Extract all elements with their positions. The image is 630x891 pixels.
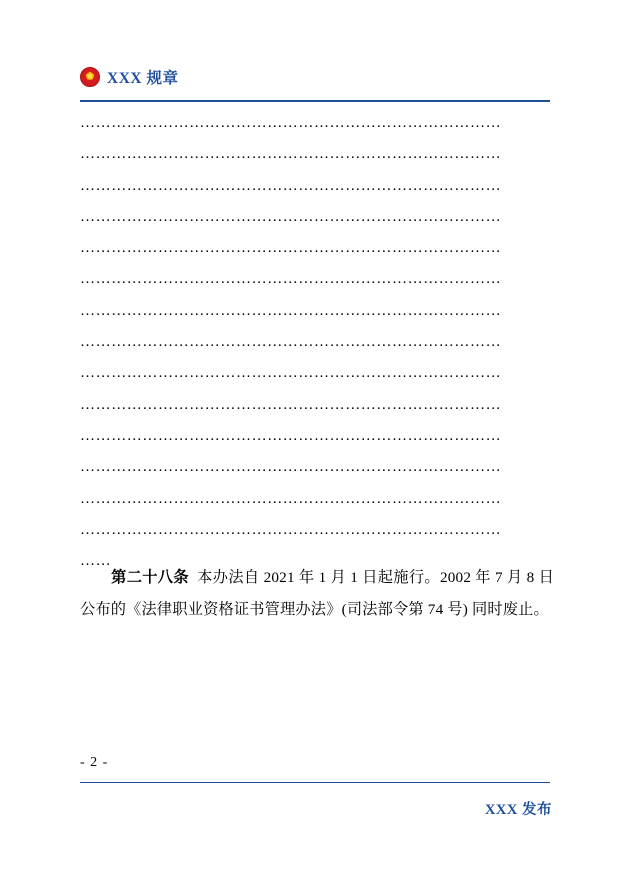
redacted-line: ………………………………………………………………………	[80, 177, 502, 194]
redacted-line: ………………………………………………………………………	[80, 427, 502, 444]
redacted-line: ………………………………………………………………………	[80, 490, 502, 507]
page-number: - 2 -	[80, 755, 109, 770]
redacted-line: ……	[80, 553, 112, 570]
national-emblem-icon	[80, 67, 100, 87]
page-header	[80, 62, 550, 104]
redacted-line: ………………………………………………………………………	[80, 521, 502, 538]
redacted-line: ………………………………………………………………………	[80, 459, 502, 476]
redacted-line: ………………………………………………………………………	[80, 271, 502, 288]
redacted-line: ………………………………………………………………………	[80, 365, 502, 382]
article-text: 本办法自 2021 年 1 月 1 日起施行。2002 年 7 月 8 日公布的《法律职业资格证书管理办法》(司法部令第 74 号) 同时废止。	[80, 569, 555, 618]
footer-divider	[80, 782, 550, 783]
header-row	[80, 62, 550, 92]
redacted-line: ………………………………………………………………………	[80, 302, 502, 319]
footer-publisher: XXX 发布	[484, 802, 552, 818]
redacted-line: ………………………………………………………………………	[80, 115, 502, 131]
redacted-line: ………………………………………………………………………	[80, 146, 502, 163]
redacted-line: ………………………………………………………………………	[80, 334, 502, 351]
redacted-line: ………………………………………………………………………	[80, 240, 502, 257]
redacted-body	[80, 108, 552, 577]
article-number: 第二十八条	[111, 569, 189, 586]
redacted-line: ………………………………………………………………………	[80, 396, 502, 413]
redacted-line: ………………………………………………………………………	[80, 208, 502, 225]
header-divider	[80, 100, 550, 102]
page-title: XXX 规章	[107, 70, 179, 87]
article-paragraph	[80, 562, 554, 625]
